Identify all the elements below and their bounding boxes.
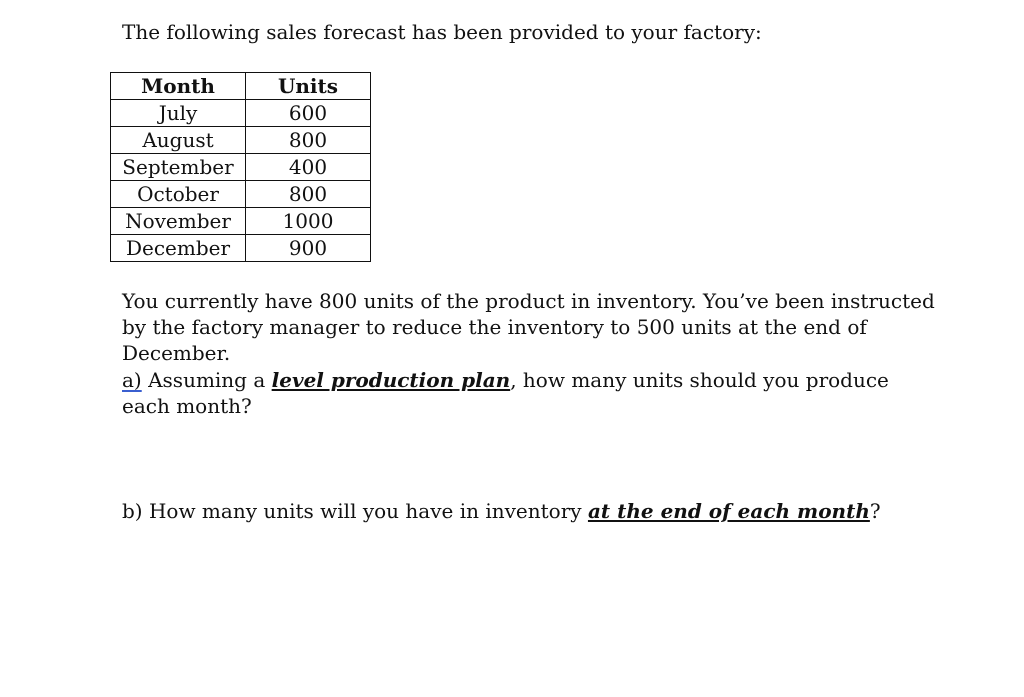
- sales-forecast-table: [110, 72, 371, 262]
- cell-units: 600: [246, 100, 371, 127]
- cell-units: 1000: [246, 208, 371, 235]
- cell-month: October: [111, 181, 246, 208]
- header-units: Units: [246, 73, 371, 100]
- cell-units: 800: [246, 127, 371, 154]
- inventory-paragraph: You currently have 800 units of the product in inventory. You’ve been instructed by the factory manager to reduce the inventory to 500 units at the end of December.: [122, 289, 935, 365]
- question-b-text-before: How many units will you have in inventory: [142, 499, 588, 523]
- cell-month: August: [111, 127, 246, 154]
- cell-units: 900: [246, 235, 371, 262]
- header-month: Month: [111, 73, 246, 100]
- table-row: [111, 127, 371, 154]
- cell-units: 800: [246, 181, 371, 208]
- question-b-emphasis: at the end of each month: [587, 499, 870, 523]
- table-row: [111, 154, 371, 181]
- question-a-text-before: Assuming a: [141, 368, 272, 392]
- cell-month: November: [111, 208, 246, 235]
- cell-month: July: [111, 100, 246, 127]
- question-a: [122, 367, 942, 419]
- table-row: [111, 208, 371, 235]
- question-b: [122, 498, 942, 524]
- intro-text: The following sales forecast has been provided to your factory:: [122, 20, 762, 44]
- question-a-text-after: , how many units should you produce each month?: [122, 368, 889, 418]
- question-b-text-after: ?: [869, 499, 881, 523]
- cell-month: December: [111, 235, 246, 262]
- question-b-marker: b): [122, 499, 143, 523]
- table-row: [111, 235, 371, 262]
- table-header-row: [111, 73, 371, 100]
- table-row: [111, 100, 371, 127]
- cell-month: September: [111, 154, 246, 181]
- cell-units: 400: [246, 154, 371, 181]
- question-a-emphasis: level production plan: [271, 368, 511, 392]
- question-a-marker: a): [122, 368, 142, 392]
- table-row: [111, 181, 371, 208]
